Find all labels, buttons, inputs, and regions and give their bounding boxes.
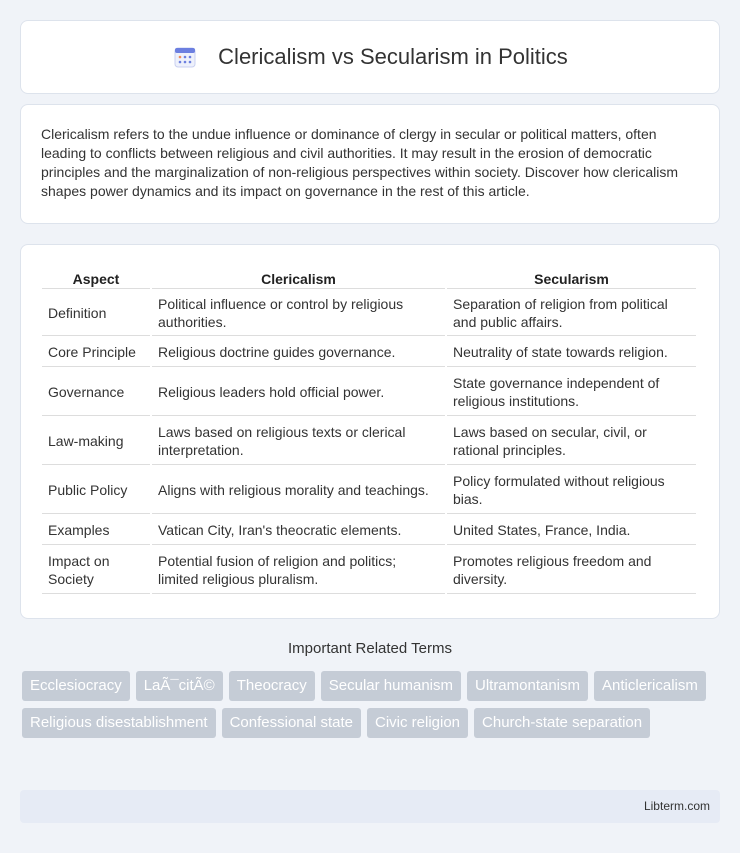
intro-card: [20, 104, 720, 224]
related-term-tag[interactable]: Religious disestablishment: [22, 708, 216, 738]
table-row: [42, 418, 696, 465]
secularism-cell: Laws based on secular, civil, or rational principles.: [447, 418, 696, 465]
column-header-clericalism: Clericalism: [152, 265, 445, 289]
related-terms-list: [22, 671, 722, 738]
footer-brand-link[interactable]: Libterm.com: [643, 799, 710, 813]
clericalism-cell: Political influence or control by religious authorities.: [152, 291, 445, 336]
clericalism-cell: Religious leaders hold official power.: [152, 369, 445, 416]
page-title: Clericalism vs Secularism in Politics: [218, 44, 568, 69]
clericalism-cell: Laws based on religious texts or clerical interpretation.: [152, 418, 445, 465]
footer: [20, 790, 720, 823]
table-row: [42, 467, 696, 514]
aspect-cell: Impact on Society: [42, 547, 150, 594]
secularism-cell: United States, France, India.: [447, 516, 696, 545]
aspect-cell: Law-making: [42, 418, 150, 465]
table-row: [42, 516, 696, 545]
related-term-tag[interactable]: Theocracy: [229, 671, 315, 701]
comparison-table-card: [20, 244, 720, 619]
secularism-cell: Policy formulated without religious bias.: [447, 467, 696, 514]
related-term-tag[interactable]: Secular humanism: [321, 671, 461, 701]
intro-text: Clericalism refers to the undue influence or dominance of clergy in secular or political matters, often leading to conflicts between religious and civil authorities. It may result in the erosion of democratic principles and the marginalization of non-religious perspectives within society. Discover how clericalism shapes power dynamics and its impact on governance in the rest of this article.: [41, 126, 679, 199]
related-terms-title: Important Related Terms: [288, 640, 452, 657]
clericalism-cell: Potential fusion of religion and politics; limited religious pluralism.: [152, 547, 445, 594]
aspect-cell: Governance: [42, 369, 150, 416]
related-term-tag[interactable]: LaÃ¯citÃ©: [136, 671, 223, 701]
table-header-row: [42, 265, 696, 289]
column-header-aspect: Aspect: [42, 265, 150, 289]
column-header-secularism: Secularism: [447, 265, 696, 289]
related-term-tag[interactable]: Ecclesiocracy: [22, 671, 130, 701]
clericalism-cell: Religious doctrine guides governance.: [152, 338, 445, 367]
related-term-tag[interactable]: Ultramontanism: [467, 671, 588, 701]
secularism-cell: State governance independent of religious institutions.: [447, 369, 696, 416]
related-term-tag[interactable]: Church-state separation: [474, 708, 650, 738]
secularism-cell: Promotes religious freedom and diversity.: [447, 547, 696, 594]
secularism-cell: Neutrality of state towards religion.: [447, 338, 696, 367]
clericalism-cell: Vatican City, Iran's theocratic elements.: [152, 516, 445, 545]
aspect-cell: Examples: [42, 516, 150, 545]
table-row: [42, 338, 696, 367]
related-term-tag[interactable]: Civic religion: [367, 708, 468, 738]
comparison-table: [40, 263, 698, 596]
clericalism-cell: Aligns with religious morality and teachings.: [152, 467, 445, 514]
aspect-cell: Definition: [42, 291, 150, 336]
table-row: [42, 547, 696, 594]
secularism-cell: Separation of religion from political and public affairs.: [447, 291, 696, 336]
aspect-cell: Public Policy: [42, 467, 150, 514]
table-row: [42, 291, 696, 336]
header-card: [20, 20, 720, 94]
aspect-cell: Core Principle: [42, 338, 150, 367]
calendar-grid-icon: [172, 44, 198, 70]
related-term-tag[interactable]: Anticlericalism: [594, 671, 706, 701]
related-term-tag[interactable]: Confessional state: [222, 708, 361, 738]
table-row: [42, 369, 696, 416]
